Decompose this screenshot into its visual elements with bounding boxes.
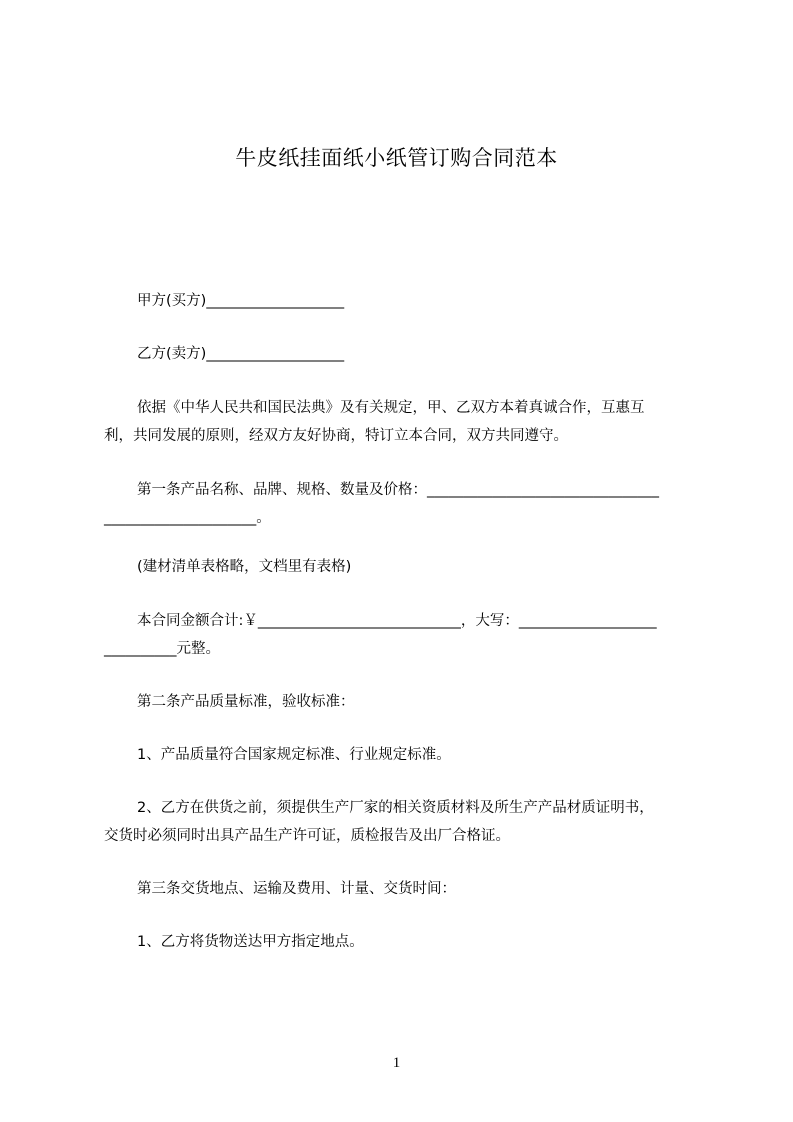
page-number: 1: [392, 1055, 401, 1071]
article-2-heading: 第二条产品质量标准，验收标准：: [137, 694, 355, 710]
party-b-line: 乙方(卖方)___________________: [137, 346, 345, 362]
article-1-line-1: 第一条产品名称、品牌、规格、数量及价格：________________________________: [137, 482, 659, 498]
article-3-item-1: 1、乙方将货物送达甲方指定地点。: [137, 934, 364, 950]
article-2-item-2-line-2: 交货时必须同时出具产品生产许可证，质检报告及出厂合格证。: [104, 828, 510, 844]
article-1-line-2: _____________________。: [104, 510, 271, 526]
amount-line-2: __________元整。: [104, 641, 220, 657]
amount-line-1: 本合同金额合计:￥____________________________，大写：___________________: [137, 613, 657, 629]
intro-paragraph-line-1: 依据《中华人民共和国民法典》及有关规定，甲、乙双方本着真诚合作，互惠互: [137, 400, 645, 416]
document-title: 牛皮纸挂面纸小纸管订购合同范本: [235, 146, 558, 170]
article-2-item-2-line-1: 2、乙方在供货之前，须提供生产厂家的相关资质材料及所生产产品材质证明书，: [137, 800, 654, 816]
materials-note: (建材清单表格略，文档里有表格): [137, 559, 352, 575]
article-2-item-1: 1、产品质量符合国家规定标准、行业规定标准。: [137, 747, 451, 763]
party-a-line: 甲方(买方)___________________: [137, 293, 345, 309]
intro-paragraph-line-2: 利，共同发展的原则，经双方友好协商，特订立本合同，双方共同遵守。: [104, 428, 568, 444]
article-3-heading: 第三条交货地点、运输及费用、计量、交货时间：: [137, 881, 456, 897]
